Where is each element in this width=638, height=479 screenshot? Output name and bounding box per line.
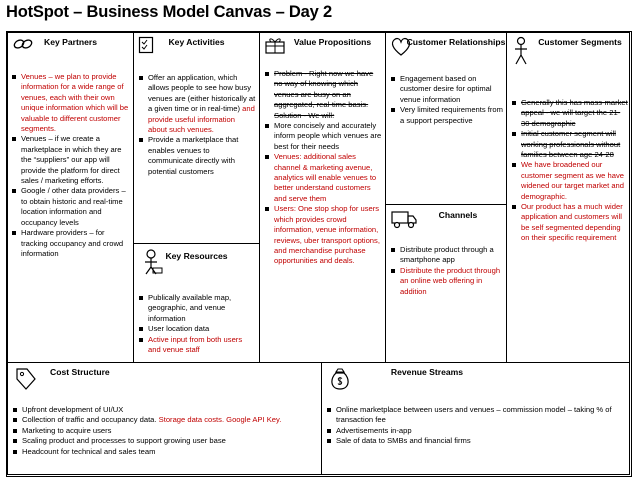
cost-structure-block: [7, 362, 322, 475]
list-item: Venues: additional sales channel & marketing avenue, analytics will enable venues to better understand customers and serve them: [264, 152, 382, 204]
value-propositions-header: Value Propositions: [293, 37, 372, 47]
list-item: [138, 73, 256, 135]
list-item: More concisely and accurately inform people which venues are best for their needs: [264, 121, 382, 152]
customer-segments-header: Customer Segments: [538, 37, 622, 47]
key-activities-block: [133, 32, 260, 244]
list-item: Venues – we plan to provide information for a wide range of venues, each with their own unique information which will be valuable to different customer segments.: [11, 72, 130, 134]
page-title: HotSpot – Business Model Canvas – Day 2: [6, 3, 332, 21]
list-item: Users: One stop shop for users which provides crowd information, venue information, reviews, uber transport options, and merchandise purchase opportunities and deals.: [264, 204, 382, 266]
customer-segments-list: [511, 98, 628, 244]
customer-relationships-block: [385, 32, 507, 205]
list-item: Distribute product through a smartphone app: [390, 245, 504, 266]
list-item: Problem - Right now we have no way of knowing which venues are busy on an aggregated, real-time basis. Solution - We will:: [264, 69, 382, 121]
list-item: Initial customer segment will working professionals without families between age 24-28: [511, 129, 628, 160]
list-item: Venues – if we create a marketplace in which they are the “suppliers” our app will provide the platform for direct sales / marketing efforts.: [11, 134, 130, 186]
channels-list: [390, 245, 504, 297]
value-propositions-block: [259, 32, 386, 363]
customer-relationships-list: [390, 74, 504, 126]
key-resources-block: [133, 243, 260, 363]
key-partners-list: [11, 72, 130, 259]
list-item: Scaling product and processes to support growing user base: [12, 436, 318, 446]
list-item: Our product has a much wider application and customers will be self segmented depending on their specific requirement: [511, 202, 628, 244]
list-item: Sale of data to SMBs and financial firms: [326, 436, 626, 446]
list-item: Very limited requirements from a support perspective: [390, 105, 504, 126]
key-resources-list: [138, 293, 256, 355]
customer-relationships-header: Customer Relationships: [406, 37, 506, 47]
list-item: Marketing to acquire users: [12, 426, 318, 436]
list-item: Generally this has mass-market appeal - we will target the 21-30 demographic: [511, 98, 628, 129]
money-bag-icon: [328, 366, 352, 392]
list-item: Active input from both users and venue staff: [138, 335, 256, 356]
list-item: We have broadened our customer segment as we have widened our target market and demographic.: [511, 160, 628, 202]
activity-text-red: and provide useful information about such venues.: [148, 104, 255, 135]
cost-structure-list: [12, 405, 318, 457]
list-item: Upfront development of UI/UX: [12, 405, 318, 415]
list-item: Publically available map, geographic, and venue information: [138, 293, 256, 324]
business-model-canvas: [6, 31, 632, 477]
cost-structure-header: Cost Structure: [50, 367, 110, 377]
cost-text-red: Storage data costs. Google API Key.: [156, 415, 282, 425]
list-item: Hardware providers – for tracking occupancy and crowd information: [11, 228, 130, 259]
list-item: Provide a marketplace that enables venues to communicate directly with potential customers: [138, 135, 256, 177]
list-item: Advertisements in-app: [326, 426, 626, 436]
key-partners-header: Key Partners: [43, 37, 98, 47]
channels-block: [385, 204, 507, 363]
price-tag-icon: [14, 366, 38, 392]
activity-text: Offer an application, which allows people to see how busy venues are (either historically at a given time or in real-time): [148, 73, 256, 114]
key-resources-header: Key Resources: [165, 251, 228, 261]
key-partners-block: [7, 32, 134, 363]
customer-segments-block: [506, 32, 630, 363]
list-item: Headcount for technical and sales team: [12, 447, 318, 457]
revenue-streams-list: [326, 405, 626, 447]
revenue-streams-block: [321, 362, 630, 475]
list-item: Engagement based on customer desire for optimal venue information: [390, 74, 504, 105]
list-item: Online marketplace between users and venues – commission model – taking % of transaction fee: [326, 405, 626, 426]
value-propositions-list: [264, 69, 382, 267]
person-icon: [511, 36, 531, 66]
revenue-streams-header: Revenue Streams: [390, 367, 464, 377]
cost-text: Collection of traffic and occupancy data.: [22, 415, 157, 425]
list-item: [12, 415, 318, 425]
list-item: User location data: [138, 324, 256, 334]
list-item: Distribute the product through an online web offering in addition: [390, 266, 504, 297]
channels-header: Channels: [438, 210, 478, 220]
list-item: Google / other data providers – to obtain historic and real-time location information and occupancy levels: [11, 186, 130, 228]
key-activities-header: Key Activities: [168, 37, 225, 47]
key-activities-list: [138, 73, 256, 177]
